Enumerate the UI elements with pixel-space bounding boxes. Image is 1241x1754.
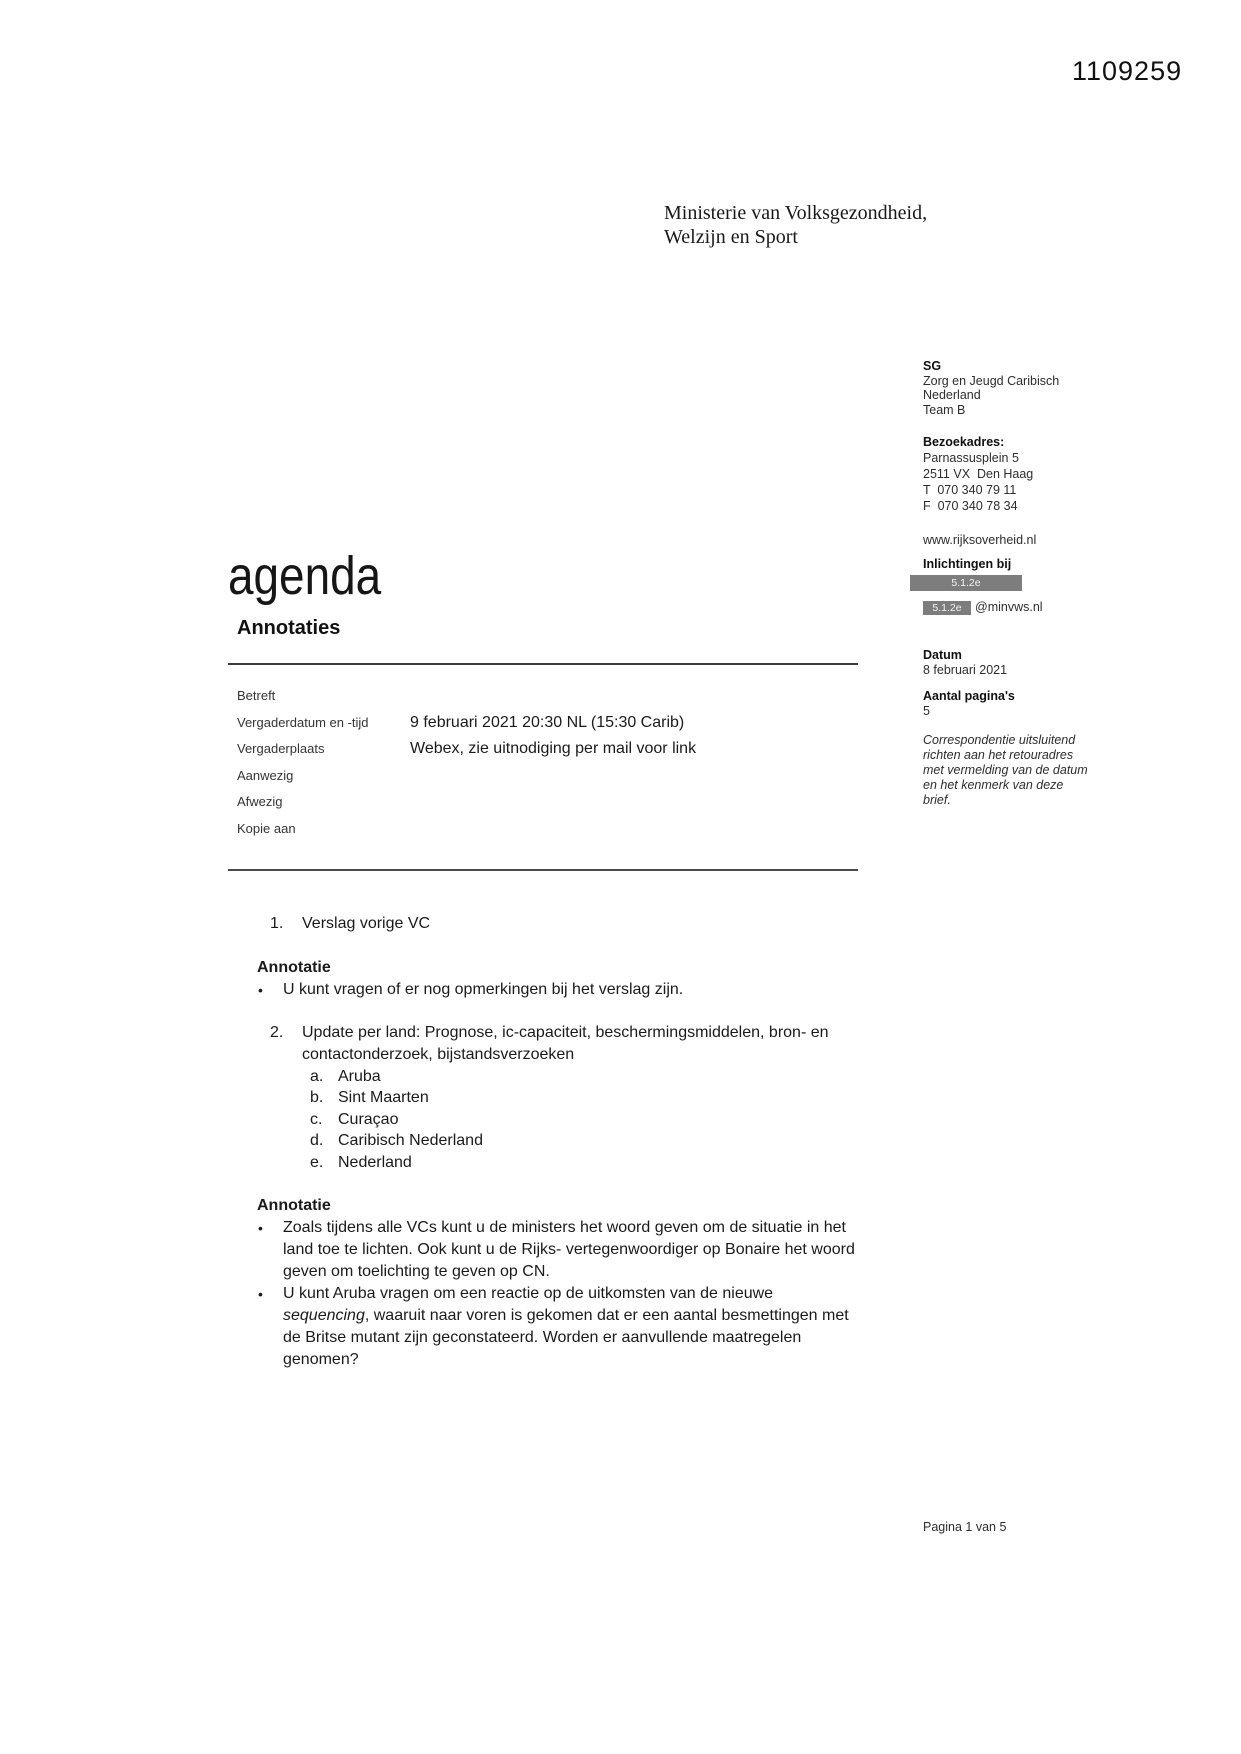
sub-item-text: Curaçao — [338, 1110, 399, 1128]
page-count-value: 5 — [923, 703, 930, 718]
ministry-wordmark — [664, 201, 927, 249]
field-value: 9 februari 2021 20:30 NL (15:30 Carib) — [410, 713, 685, 731]
field-row-betreft — [228, 683, 868, 710]
field-label: Kopie aan — [237, 820, 296, 836]
field-row-aanwezig — [228, 763, 868, 790]
visit-address-label: Bezoekadres: — [923, 435, 1005, 449]
website-link: www.rijksoverheid.nl — [923, 533, 1037, 547]
annotation-bullet — [228, 1217, 868, 1283]
sub-item-letter: d. — [310, 1132, 324, 1150]
bullet-text-post: , waaruit naar voren is gekomen dat er een aantal besmettingen met de Britse mutant zijn geconstateerd. Worden er aanvullende maatregelen genomen? — [283, 1307, 849, 1369]
annotation-bullet — [228, 1283, 868, 1371]
item-text: Verslag vorige VC — [302, 914, 431, 932]
sub-item-text: Aruba — [338, 1067, 381, 1085]
date-block — [923, 648, 1101, 677]
field-label: Aanwezig — [237, 767, 294, 783]
redaction-box-email: 5.1.2e — [923, 601, 971, 615]
sub-item-text: Caribisch Nederland — [338, 1132, 483, 1150]
page-count-label: Aantal pagina's — [923, 689, 1015, 703]
inquiries-block — [923, 557, 1101, 616]
visit-address-line: 2511 VX Den Haag — [923, 467, 1034, 481]
field-row-kopie-aan — [228, 816, 868, 843]
org-unit-title: SG — [923, 359, 942, 373]
field-label: Vergaderdatum en -tijd — [237, 714, 369, 730]
bullet-icon: • — [258, 1220, 263, 1237]
sub-item-caribisch-nederland — [228, 1130, 868, 1152]
inquiries-label: Inlichtingen bij — [923, 556, 1012, 571]
bullet-text: U kunt vragen of er nog opmerkingen bij het verslag zijn. — [283, 980, 684, 998]
org-unit-line: Zorg en Jeugd Caribisch — [923, 373, 1060, 388]
field-label: Betreft — [237, 688, 276, 703]
field-label: Vergaderplaats — [237, 741, 325, 757]
sub-item-aruba — [228, 1066, 868, 1088]
bullet-icon: • — [258, 1286, 263, 1303]
bullet-text-italic: sequencing — [283, 1307, 365, 1325]
page-footer-indicator: Pagina 1 van 5 — [923, 1520, 1007, 1534]
field-row-vergaderdatum — [228, 710, 868, 737]
sub-item-nederland — [228, 1152, 868, 1174]
correspondence-note: Correspondentie uitsluitend richten aan het retouradres met vermelding van de datum en het kenmerk van deze brief. — [923, 733, 1088, 807]
sub-item-curacao — [228, 1109, 868, 1131]
agenda-body — [228, 913, 868, 1372]
bullet-text — [283, 1283, 861, 1371]
country-sublist — [228, 1066, 868, 1174]
field-label: Afwezig — [237, 794, 283, 810]
item-number: 2. — [270, 1023, 284, 1041]
visit-address-line: Parnassusplein 5 — [923, 451, 1019, 465]
email-suffix: @minvws.nl — [975, 600, 1043, 615]
bullet-icon: • — [258, 981, 263, 998]
field-value: Webex, zie uitnodiging per mail voor link — [410, 740, 697, 758]
agenda-item-1 — [228, 913, 868, 935]
visit-address-block — [923, 434, 1101, 514]
email-row — [923, 600, 1101, 615]
org-unit-block — [923, 359, 1101, 417]
sub-item-sint-maarten — [228, 1087, 868, 1109]
ministry-name-line2: Welzijn en Sport — [664, 226, 798, 248]
sub-item-text: Sint Maarten — [338, 1089, 429, 1107]
sub-item-letter: b. — [310, 1089, 324, 1107]
item-number: 1. — [270, 914, 284, 932]
contact-sidebar — [923, 359, 1101, 808]
phone-line: T 070 340 79 11 — [923, 483, 1017, 497]
redaction-box-name: 5.1.2e — [910, 575, 1022, 591]
annotation-heading: Annotatie — [257, 1197, 331, 1215]
ministry-name-line1: Ministerie van Volksgezondheid, — [664, 202, 928, 224]
document-type-title: agenda — [228, 546, 382, 606]
bullet-text-pre: U kunt Aruba vragen om een reactie op de uitkomsten van de nieuwe — [283, 1285, 774, 1303]
annotation-heading: Annotatie — [257, 958, 331, 976]
sub-item-text: Nederland — [338, 1153, 412, 1171]
bullet-text: Zoals tijdens alle VCs kunt u de ministers het woord geven om de situatie in het land toe te lichten. Ook kunt u de Rijks- vertegenwoordiger op Bonaire het woord geven om toelichting te geven op CN. — [283, 1219, 855, 1281]
document-number: 1109259 — [1072, 56, 1183, 86]
date-value: 8 februari 2021 — [923, 662, 1008, 677]
fax-line: F 070 340 78 34 — [923, 499, 1018, 513]
meeting-fields — [228, 683, 868, 843]
document-subtitle: Annotaties — [237, 617, 341, 639]
date-label: Datum — [923, 648, 962, 662]
org-unit-line: Nederland — [923, 388, 981, 402]
annotation-bullet — [228, 979, 868, 1001]
agenda-item-2 — [228, 1022, 868, 1066]
sub-item-letter: c. — [310, 1110, 323, 1128]
item-text: Update per land: Prognose, ic-capaciteit, beschermingsmiddelen, bron- en contactonderzoek, bijstandsverzoeken — [302, 1023, 829, 1063]
field-row-vergaderplaats — [228, 736, 868, 763]
sub-item-letter: a. — [310, 1067, 324, 1085]
divider-line-top — [228, 663, 858, 665]
field-row-afwezig — [228, 789, 868, 816]
main-content — [228, 544, 868, 1371]
page-count-block — [923, 689, 1101, 718]
divider-line-bottom — [228, 869, 858, 871]
org-unit-line: Team B — [923, 402, 966, 417]
sub-item-letter: e. — [310, 1153, 324, 1171]
